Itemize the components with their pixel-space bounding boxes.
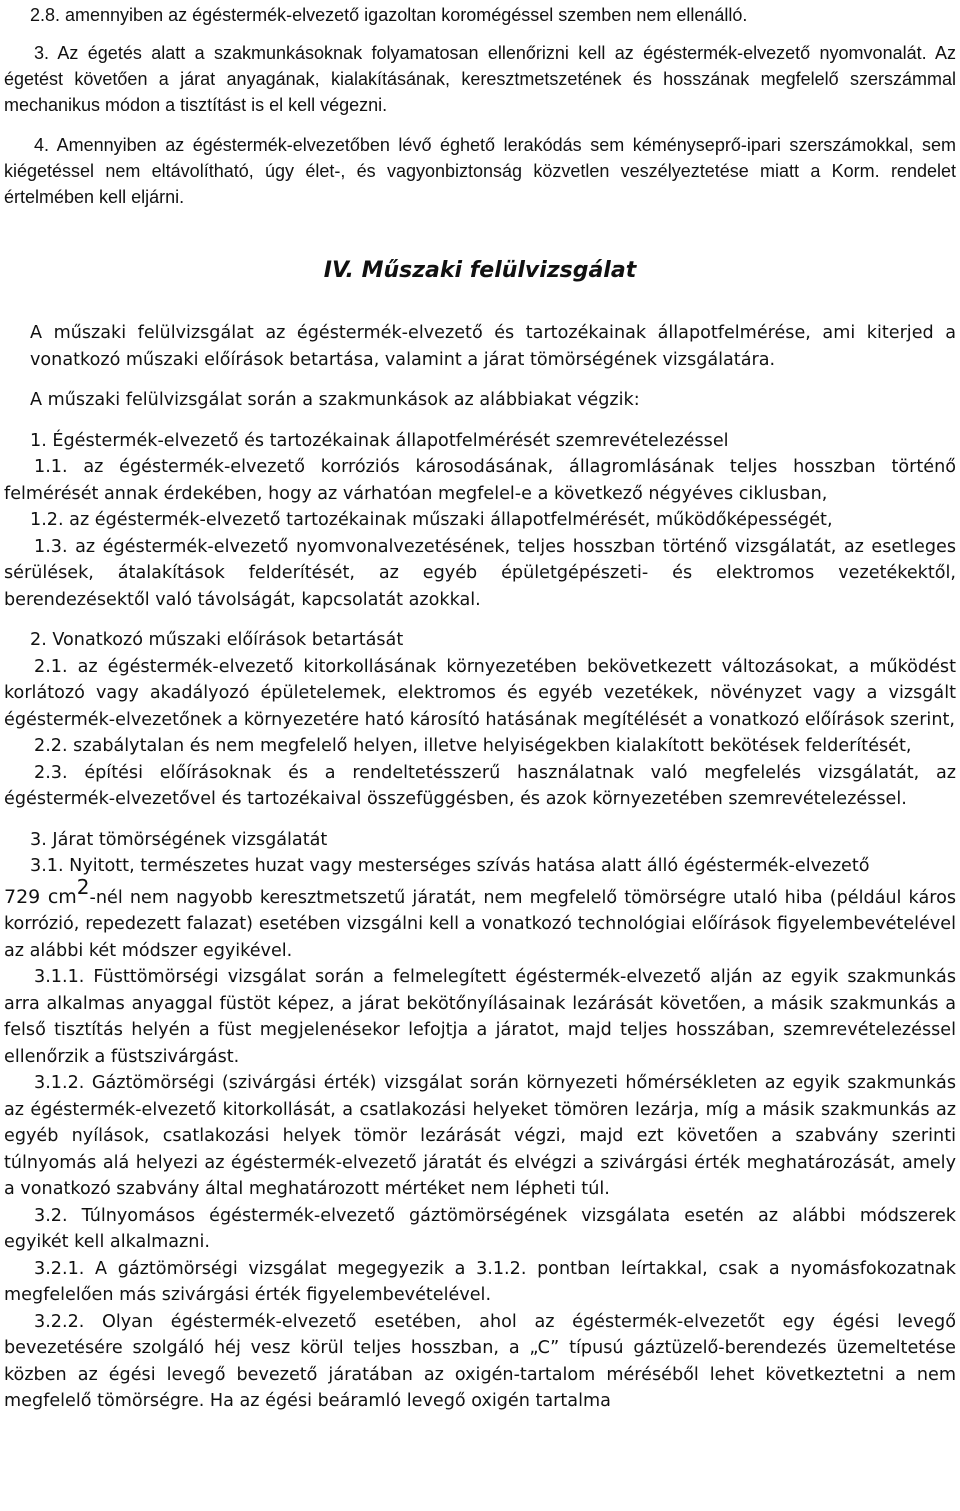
item-2-2: 2.2. szabálytalan és nem megfelelő helyen, illetve helyiségekben kialakított bekötések felderítését, (34, 736, 912, 756)
item-3-1: 3.1. Nyitott, természetes huzat vagy mesterséges szívás hatása alatt álló égéstermék-elvezető (30, 856, 870, 876)
item-3-1-continued (0, 874, 960, 965)
item-2-1: 2.1. az égéstermék-elvezető kitorkollásának környezetében bekövetkezett változásokat, a működést korlátozó vagy akadályozó épületelemek, elektromos és egyéb vezetékek, növényzet vagy a vizsgált égéstermék-elvezetőnek a környezetére ható károsító hatásának megítélését a vonatkozó előírások szerint, (4, 656, 956, 730)
top-section (0, 0, 960, 210)
item-1-1: 1.1. az égéstermék-elvezető korróziós károsodásának, állagromlásának teljes hosszban történő felmérését annak érdekében, hogy az várhatóan megfelel-e a következő négyéves ciklusban, (4, 457, 956, 504)
intro-paragraph: A műszaki felülvizsgálat az égéstermék-elvezető és tartozékainak állapotfelmérése, ami kiterjed a vonatkozó műszaki előírások betartása, valamint a járat tömörségének vizsgálatára. (30, 323, 956, 370)
area-exponent: 2 (76, 874, 90, 899)
item-1: 1. Égéstermék-elvezető és tartozékainak állapotfelmérését szemrevételezéssel (30, 430, 729, 451)
item-2-3: 2.3. építési előírásoknak és a rendeltetésszerű használatnak való megfelelés vizsgálatát, az égéstermék-elvezetővel és tartozékaival összefüggésben, és azok környezetében szemrevételezéssel. (4, 762, 956, 809)
item-3-2-1: 3.2.1. A gáztömörségi vizsgálat megegyezik a 3.1.2. pontban leírtakkal, csak a nyomásfokozatnak megfelelően más szivárgási érték figyelembevételével. (4, 1258, 956, 1305)
item-3-2-2: 3.2.2. Olyan égéstermék-elvezető esetében, ahol az égéstermék-elvezetőt egy égési levegő bevezetésére szolgáló héj vesz körül teljes hosszban, a „C” típusú gáztüzelő-berendezés üzemeltetése közben az égési levegő bevezető járatában az oxigén-tartalom méréséből lehet következtetni a nem megfelelő tömörségre. Ha az égési beáramló levegő oxigén tartalma (4, 1311, 956, 1411)
item-3-1-1: 3.1.1. Füsttömörségi vizsgálat során a felmelegített égéstermék-elvezető alján az egyik szakmunkás arra alkalmas anyaggal füstöt képez, a járat bekötőnyílásainak lezárását követően, a másik szakmunkás a felső tisztítás helyén a füst megjelenésekor lefojtja a járatot, majd teljes hosszában, szemrevételezéssel ellenőrzik a füstszivárgást. (4, 967, 956, 1067)
main-section (0, 320, 960, 1415)
paragraph-3: 3. Az égetés alatt a szakmunkásoknak folyamatosan ellenőrizni kell az égéstermék-elvezető nyomvonalát. Az égetést követően a járat anyagának, kialakításának, keresztmetszetének és hosszának megfelelő szerszámmal mechanikus módon a tisztítást is el kell végezni. (4, 43, 956, 115)
lead-paragraph: A műszaki felülvizsgálat során a szakmunkások az alábbiakat végzik: (30, 390, 640, 410)
item-1-2: 1.2. az égéstermék-elvezető tartozékainak műszaki állapotfelmérését, működőképességét, (30, 510, 833, 530)
paragraph-4: 4. Amennyiben az égéstermék-elvezetőben lévő éghető lerakódás sem kéményseprő-ipari szerszámokkal, sem kiégetéssel nem eltávolítható, úgy élet-, és vagyonbiztonság közvetlen veszélyeztetése miatt a Korm. rendelet értelmében kell eljárni. (4, 135, 956, 207)
item-2: 2. Vonatkozó műszaki előírások betartását (30, 630, 404, 650)
section-heading: IV. Műszaki felülvizsgálat (323, 258, 637, 283)
item-3-1-rest: -nél nem nagyobb keresztmetszetű járatát, nem megfelelő tömörségre utaló hiba (például káros korrózió, repedezett falazat) esetében vizsgálni kell a vonatkozó technológiai előírások figyelembevételével az alábbi két módszer egyikével. (4, 887, 956, 961)
item-1-3: 1.3. az égéstermék-elvezető nyomvonalvezetésének, teljes hosszban történő vizsgálatát, az esetleges sérülések, átalakítások felderítését, az egyéb épületgépészeti- és elektromos vezetékektől, berendezésektől való távolságát, kapcsolatát azokkal. (4, 536, 956, 610)
item-3-1-2: 3.1.2. Gáztömörségi (szivárgási érték) vizsgálat során környezeti hőmérsékleten az egyik szakmunkás az égéstermék-elvezető kitorkollását, a csatlakozási helyeket tömören lezárja, míg a másik szakmunkás az egyéb nyílások, csatlakozási helyek tömör lezárását végzi, majd ezt követően a szabvány szerinti túlnyomás alá helyezi az égéstermék-elvezető járatát és elvégzi a szivárgási érték meghatározását, amely a vonatkozó szabvány által meghatározott mértéket nem lépheti túl. (4, 1073, 956, 1199)
item-3: 3. Járat tömörségének vizsgálatát (30, 829, 328, 850)
paragraph-2-8: 2.8. amennyiben az égéstermék-elvezető igazoltan koromégéssel szemben nem ellenálló. (30, 5, 748, 25)
section-heading-wrap (0, 256, 960, 286)
item-3-2: 3.2. Túlnyomásos égéstermék-elvezető gáztömörségének vizsgálata esetén az alábbi módszerek egyikét kell alkalmazni. (4, 1205, 956, 1252)
area-value: 729 cm (4, 885, 77, 908)
